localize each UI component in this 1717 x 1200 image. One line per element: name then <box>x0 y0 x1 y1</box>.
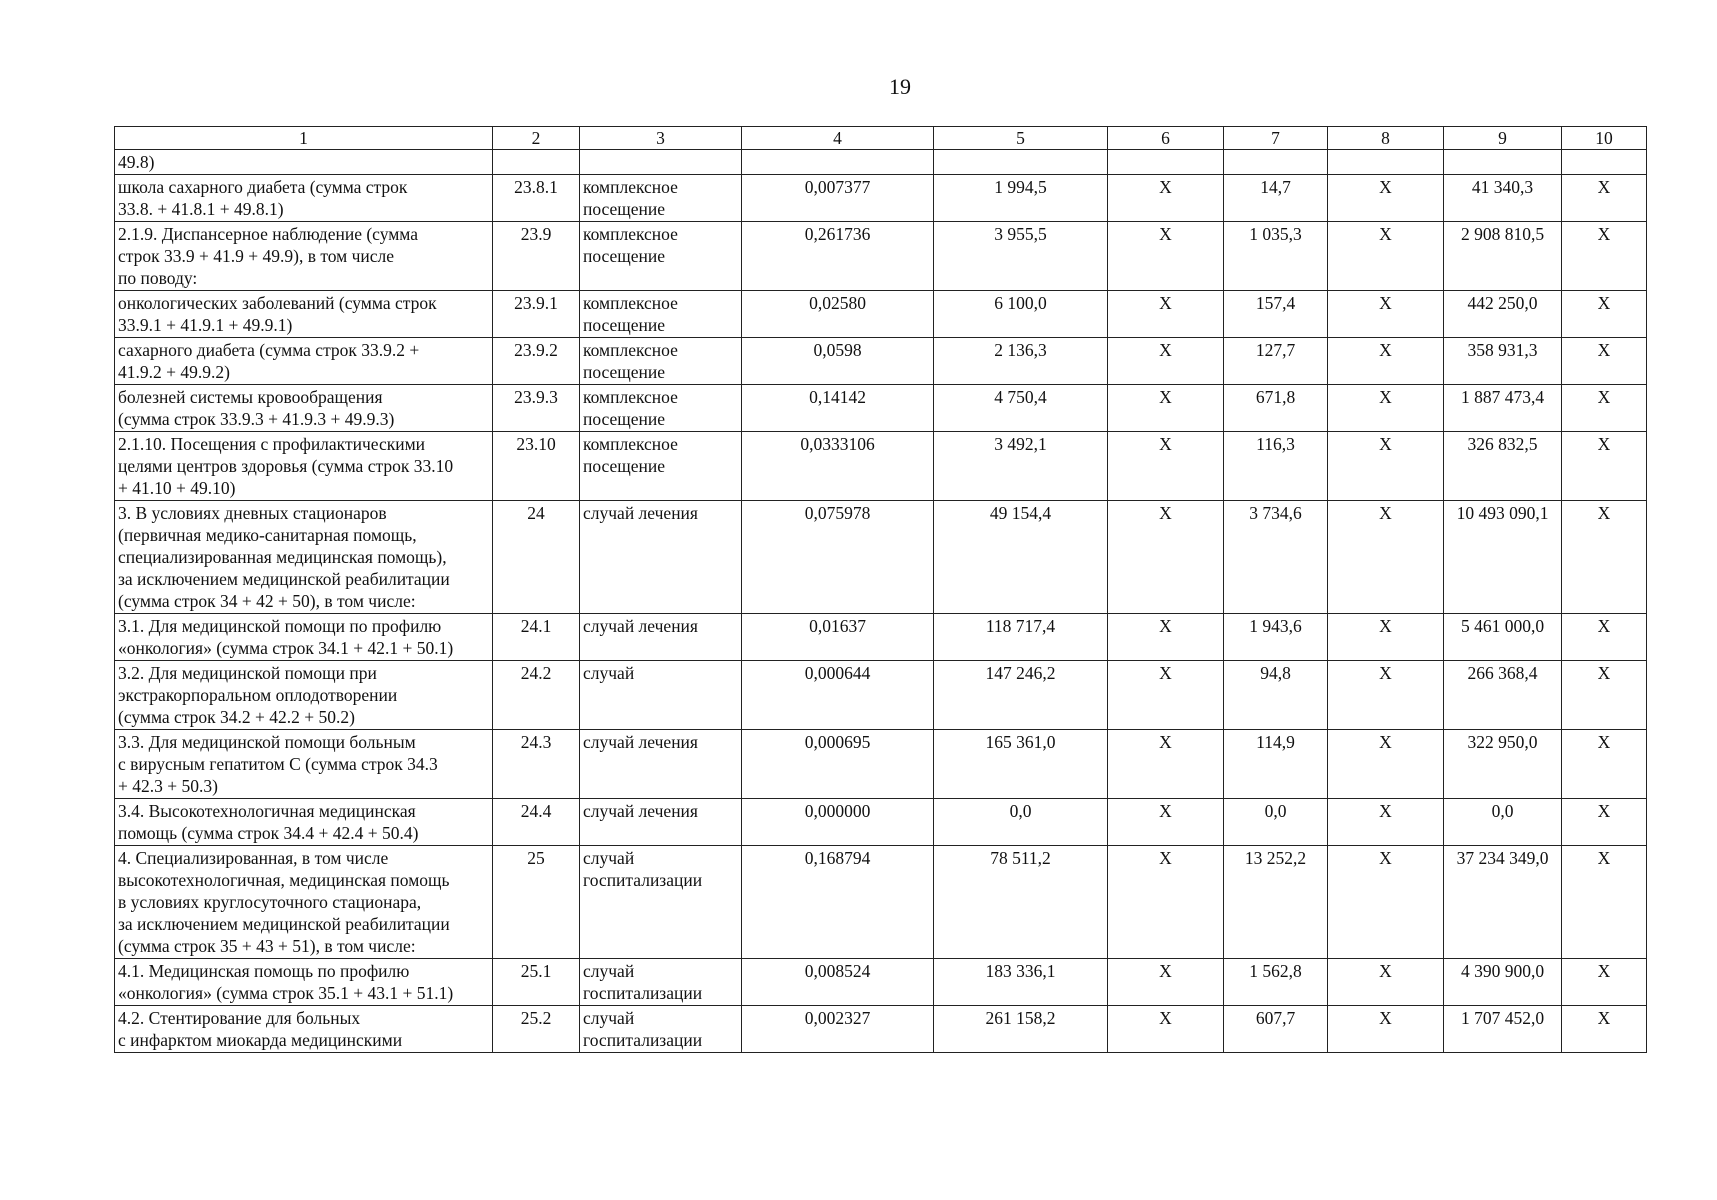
table-cell: 671,8 <box>1224 385 1328 432</box>
table-cell: 157,4 <box>1224 291 1328 338</box>
table-cell: 13 252,2 <box>1224 846 1328 959</box>
table-cell: 1 035,3 <box>1224 222 1328 291</box>
table-cell: X <box>1108 730 1224 799</box>
table-cell: X <box>1328 730 1444 799</box>
table-cell: 0,000695 <box>742 730 934 799</box>
table-row <box>115 1006 1647 1053</box>
data-table <box>114 126 1647 1053</box>
table-cell: X <box>1108 614 1224 661</box>
table-cell: 25.2 <box>493 1006 580 1053</box>
table-cell: 24.1 <box>493 614 580 661</box>
table-cell <box>742 150 934 175</box>
table-cell: 3.2. Для медицинской помощи при экстракорпоральном оплодотворении (сумма строк 34.2 + 42.2 + 50.2) <box>115 661 493 730</box>
table-cell: X <box>1562 222 1647 291</box>
table-cell: 14,7 <box>1224 175 1328 222</box>
table-row <box>115 432 1647 501</box>
table-cell: X <box>1562 661 1647 730</box>
table-row <box>115 150 1647 175</box>
table-cell: 3.1. Для медицинской помощи по профилю «онкология» (сумма строк 34.1 + 42.1 + 50.1) <box>115 614 493 661</box>
table-cell: 2 136,3 <box>934 338 1108 385</box>
table-cell: 0,007377 <box>742 175 934 222</box>
table-row <box>115 614 1647 661</box>
table-cell: комплексное посещение <box>580 175 742 222</box>
column-header: 1 <box>115 127 493 150</box>
table-cell: 1 943,6 <box>1224 614 1328 661</box>
table-cell: X <box>1328 385 1444 432</box>
column-header: 2 <box>493 127 580 150</box>
table-cell: X <box>1562 501 1647 614</box>
table-cell: 0,0 <box>1444 799 1562 846</box>
table-cell: X <box>1108 432 1224 501</box>
table-cell: 3 492,1 <box>934 432 1108 501</box>
table-row <box>115 501 1647 614</box>
table-cell: X <box>1328 959 1444 1006</box>
table-cell: 442 250,0 <box>1444 291 1562 338</box>
table-cell: комплексное посещение <box>580 222 742 291</box>
table-cell <box>1108 150 1224 175</box>
table-cell: 3. В условиях дневных стационаров (первичная медико-санитарная помощь, специализированная медицинская помощь), за исключением медицинской реабилитации (сумма строк 34 + 42 + 50), в том числе: <box>115 501 493 614</box>
column-header: 7 <box>1224 127 1328 150</box>
table-cell: 127,7 <box>1224 338 1328 385</box>
table-cell: 165 361,0 <box>934 730 1108 799</box>
table-cell: случай лечения <box>580 614 742 661</box>
table-cell: комплексное посещение <box>580 338 742 385</box>
table-row <box>115 730 1647 799</box>
table-cell: X <box>1328 661 1444 730</box>
table-cell: X <box>1108 959 1224 1006</box>
table-cell: онкологических заболеваний (сумма строк 33.9.1 + 41.9.1 + 49.9.1) <box>115 291 493 338</box>
table-cell: X <box>1108 338 1224 385</box>
table-cell: случай лечения <box>580 799 742 846</box>
table-cell: X <box>1562 730 1647 799</box>
table-cell: 41 340,3 <box>1444 175 1562 222</box>
table-cell: 49.8) <box>115 150 493 175</box>
table-cell <box>493 150 580 175</box>
table-cell: 5 461 000,0 <box>1444 614 1562 661</box>
table-cell: 358 931,3 <box>1444 338 1562 385</box>
table-cell: X <box>1562 432 1647 501</box>
table-cell: X <box>1328 1006 1444 1053</box>
table-cell: случай госпитализации <box>580 1006 742 1053</box>
table-cell: сахарного диабета (сумма строк 33.9.2 + 41.9.2 + 49.9.2) <box>115 338 493 385</box>
table-cell: 23.9.3 <box>493 385 580 432</box>
table-row <box>115 222 1647 291</box>
table-cell: 1 562,8 <box>1224 959 1328 1006</box>
table-cell <box>1562 150 1647 175</box>
table-cell: 2.1.9. Диспансерное наблюдение (сумма строк 33.9 + 41.9 + 49.9), в том числе по поводу: <box>115 222 493 291</box>
table-cell: 2 908 810,5 <box>1444 222 1562 291</box>
table-cell: 607,7 <box>1224 1006 1328 1053</box>
table-cell <box>934 150 1108 175</box>
table-cell: X <box>1328 846 1444 959</box>
table-cell: X <box>1108 1006 1224 1053</box>
table-cell: случай госпитализации <box>580 959 742 1006</box>
table-cell: 94,8 <box>1224 661 1328 730</box>
table-cell: X <box>1108 799 1224 846</box>
table-cell: 2.1.10. Посещения с профилактическими целями центров здоровья (сумма строк 33.10 + 41.10 + 49.10) <box>115 432 493 501</box>
table-cell: 4 750,4 <box>934 385 1108 432</box>
table-cell: 4.1. Медицинская помощь по профилю «онкология» (сумма строк 35.1 + 43.1 + 51.1) <box>115 959 493 1006</box>
table-cell: 23.8.1 <box>493 175 580 222</box>
table-cell <box>1444 150 1562 175</box>
table-cell: X <box>1562 846 1647 959</box>
table-cell: комплексное посещение <box>580 432 742 501</box>
table-cell: 261 158,2 <box>934 1006 1108 1053</box>
table-cell: X <box>1108 661 1224 730</box>
table-cell: X <box>1328 338 1444 385</box>
table-cell: 3 734,6 <box>1224 501 1328 614</box>
table-cell: X <box>1108 222 1224 291</box>
table-cell: X <box>1108 385 1224 432</box>
table-cell: 0,0 <box>934 799 1108 846</box>
table-cell: 0,01637 <box>742 614 934 661</box>
table-cell: 326 832,5 <box>1444 432 1562 501</box>
table-cell: X <box>1108 291 1224 338</box>
table-cell: 147 246,2 <box>934 661 1108 730</box>
table-cell: X <box>1108 175 1224 222</box>
table-row <box>115 291 1647 338</box>
table-cell: 24 <box>493 501 580 614</box>
table-cell: X <box>1562 385 1647 432</box>
table-cell: X <box>1328 175 1444 222</box>
table-cell: 23.9.2 <box>493 338 580 385</box>
column-header: 3 <box>580 127 742 150</box>
column-header: 9 <box>1444 127 1562 150</box>
table-cell: 3.4. Высокотехнологичная медицинская помощь (сумма строк 34.4 + 42.4 + 50.4) <box>115 799 493 846</box>
table-cell: 49 154,4 <box>934 501 1108 614</box>
table-cell: 24.3 <box>493 730 580 799</box>
table-cell: X <box>1328 432 1444 501</box>
table-header-row <box>115 127 1647 150</box>
column-header: 6 <box>1108 127 1224 150</box>
table-cell: X <box>1562 338 1647 385</box>
table-cell: 0,008524 <box>742 959 934 1006</box>
table-cell: случай лечения <box>580 501 742 614</box>
table-row <box>115 175 1647 222</box>
table-cell: X <box>1562 959 1647 1006</box>
table-cell: школа сахарного диабета (сумма строк 33.8. + 41.8.1 + 49.8.1) <box>115 175 493 222</box>
table-row <box>115 338 1647 385</box>
table-cell: 23.9 <box>493 222 580 291</box>
table-cell: 4. Специализированная, в том числе высокотехнологичная, медицинская помощь в условиях круглосуточного стационара, за исключением медицинской реабилитации (сумма строк 35 + 43 + 51), в том числе: <box>115 846 493 959</box>
table-cell: 6 100,0 <box>934 291 1108 338</box>
table-cell: 0,0 <box>1224 799 1328 846</box>
table-cell <box>1328 150 1444 175</box>
column-header: 5 <box>934 127 1108 150</box>
table-cell: 3.3. Для медицинской помощи больным с вирусным гепатитом С (сумма строк 34.3 + 42.3 + 50.3) <box>115 730 493 799</box>
table-cell: 10 493 090,1 <box>1444 501 1562 614</box>
table-cell: 4.2. Стентирование для больных с инфарктом миокарда медицинскими <box>115 1006 493 1053</box>
table-cell: X <box>1562 614 1647 661</box>
table-cell: X <box>1562 175 1647 222</box>
table-cell: X <box>1328 501 1444 614</box>
table-cell: X <box>1328 222 1444 291</box>
table-cell: 116,3 <box>1224 432 1328 501</box>
table-cell: 0,02580 <box>742 291 934 338</box>
table-cell: X <box>1328 614 1444 661</box>
page-number: 19 <box>889 74 911 99</box>
table-cell: 4 390 900,0 <box>1444 959 1562 1006</box>
table-cell: 322 950,0 <box>1444 730 1562 799</box>
table-cell: случай лечения <box>580 730 742 799</box>
table-row <box>115 385 1647 432</box>
table-cell: 24.4 <box>493 799 580 846</box>
column-header: 8 <box>1328 127 1444 150</box>
table-cell: 37 234 349,0 <box>1444 846 1562 959</box>
table-cell: 24.2 <box>493 661 580 730</box>
table-cell: случай <box>580 661 742 730</box>
table-cell: 0,0333106 <box>742 432 934 501</box>
table-cell: X <box>1108 501 1224 614</box>
table-cell: 183 336,1 <box>934 959 1108 1006</box>
table-cell: 0,261736 <box>742 222 934 291</box>
table-row <box>115 661 1647 730</box>
table-row <box>115 959 1647 1006</box>
table-cell: 25 <box>493 846 580 959</box>
table-cell: X <box>1108 846 1224 959</box>
table-cell: 118 717,4 <box>934 614 1108 661</box>
table-cell: 0,000644 <box>742 661 934 730</box>
table-row <box>115 846 1647 959</box>
table-cell: 0,002327 <box>742 1006 934 1053</box>
table-cell: комплексное посещение <box>580 291 742 338</box>
table-cell: 0,000000 <box>742 799 934 846</box>
table-cell: X <box>1328 291 1444 338</box>
column-header: 4 <box>742 127 934 150</box>
table-cell: X <box>1562 799 1647 846</box>
table-cell: комплексное посещение <box>580 385 742 432</box>
table-cell: 23.9.1 <box>493 291 580 338</box>
table-cell <box>580 150 742 175</box>
table-cell: X <box>1328 799 1444 846</box>
table-cell: 78 511,2 <box>934 846 1108 959</box>
table-cell: 0,168794 <box>742 846 934 959</box>
table-cell: X <box>1562 1006 1647 1053</box>
table-cell: 0,075978 <box>742 501 934 614</box>
table-cell: 1 994,5 <box>934 175 1108 222</box>
table-row <box>115 799 1647 846</box>
table-cell: болезней системы кровообращения (сумма строк 33.9.3 + 41.9.3 + 49.9.3) <box>115 385 493 432</box>
table-cell: случай госпитализации <box>580 846 742 959</box>
table-cell: 1 707 452,0 <box>1444 1006 1562 1053</box>
table-cell: 114,9 <box>1224 730 1328 799</box>
table-cell: 266 368,4 <box>1444 661 1562 730</box>
column-header: 10 <box>1562 127 1647 150</box>
table-cell: 1 887 473,4 <box>1444 385 1562 432</box>
table-cell <box>1224 150 1328 175</box>
table-cell: 0,0598 <box>742 338 934 385</box>
table-cell: 3 955,5 <box>934 222 1108 291</box>
table-cell: 0,14142 <box>742 385 934 432</box>
table-cell: 25.1 <box>493 959 580 1006</box>
table-cell: 23.10 <box>493 432 580 501</box>
table-cell: X <box>1562 291 1647 338</box>
